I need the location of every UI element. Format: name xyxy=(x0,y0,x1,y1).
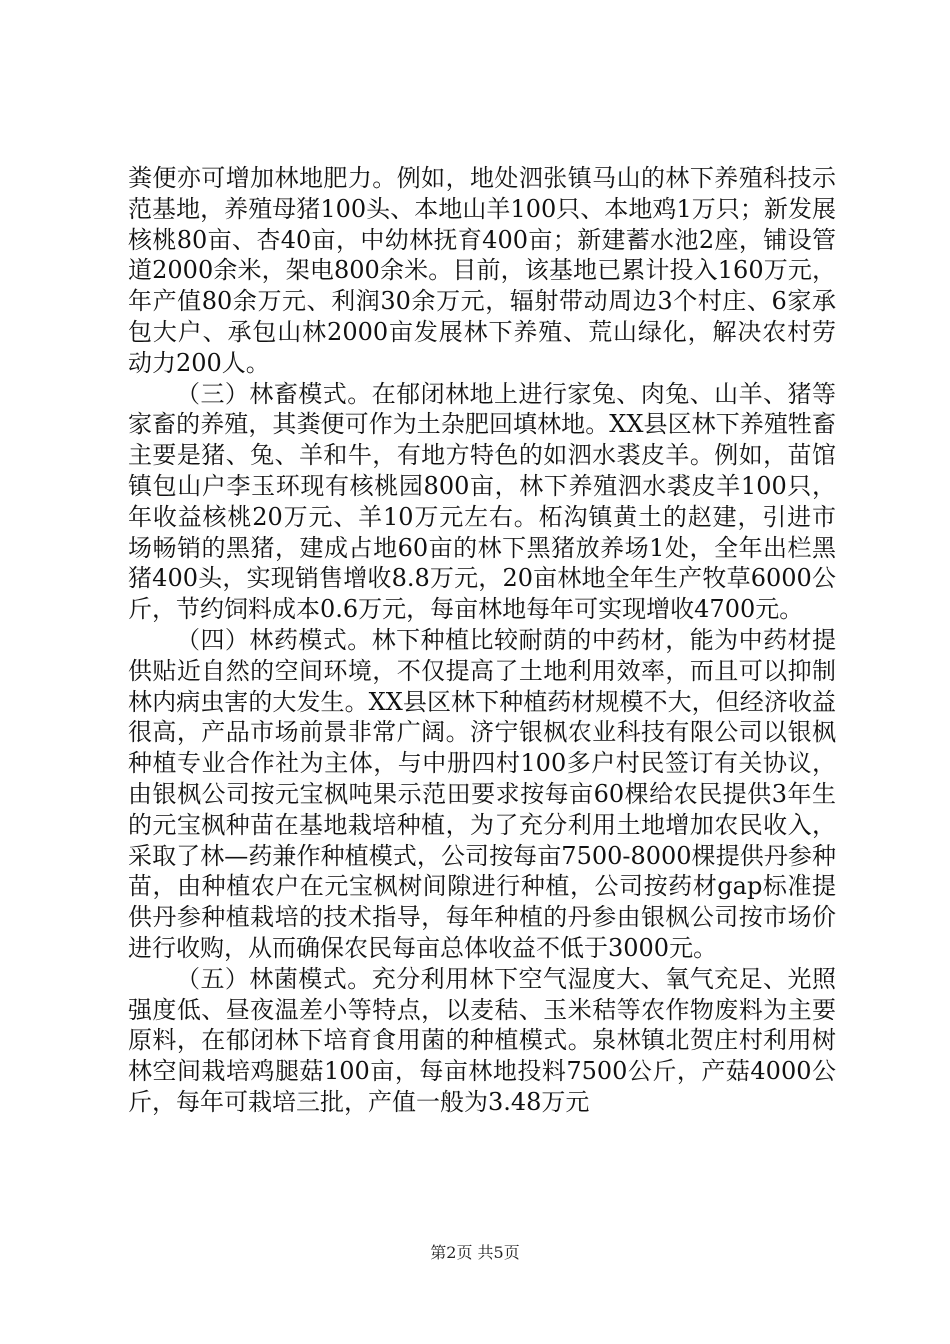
paragraph-medicinal-model: （四）林药模式。林下种植比较耐荫的中药材，能为中药材提供贴近自然的空间环境，不仅提高了土地利用效率，而且可以抑制林内病虫害的大发生。XX县区林下种植药材规模不大，但经济收益很高，产品市场前景非常广阔。济宁银枫农业科技有限公司以银枫种植专业合作社为主体，与中册四村100多户村民签订有关协议，由银枫公司按元宝枫吨果示范田要求按每亩60棵给农民提供3年生的元宝枫种苗在基地栽培种植，为了充分利用土地增加农民收入，采取了林—药兼作种植模式，公司按每亩7500-8000棵提供丹参种苗，由种植农户在元宝枫树间隙进行种植，公司按药材gap标准提供丹参种植栽培的技术指导，每年种植的丹参由银枫公司按市场价进行收购，从而确保农民每亩总体收益不低于3000元。 xyxy=(128,625,836,962)
page-number: 第2页 共5页 xyxy=(430,1243,520,1262)
page-footer xyxy=(0,1243,950,1263)
paragraph-livestock-model: （三）林畜模式。在郁闭林地上进行家兔、肉兔、山羊、猪等家畜的养殖，其粪便可作为土杂肥回填林地。XX县区林下养殖牲畜主要是猪、兔、羊和牛，有地方特色的如泗水裘皮羊。例如，苗馆镇包山户李玉环现有核桃园800亩，林下养殖泗水裘皮羊100只，年收益核桃20万元、羊10万元左右。柘沟镇黄土的赵建，引进市场畅销的黑猪，建成占地60亩的林下黑猪放养场1处，全年出栏黑猪400头，实现销售增收8.8万元，20亩林地全年生产牧草6000公斤，节约饲料成本0.6万元，每亩林地每年可实现增收4700元。 xyxy=(128,379,836,624)
paragraph-continued: 粪便亦可增加林地肥力。例如，地处泗张镇马山的林下养殖科技示范基地，养殖母猪100头、本地山羊100只、本地鸡1万只；新发展核桃80亩、杏40亩，中幼林抚育400亩；新建蓄水池2座，铺设管道2000余米，架电800余米。目前，该基地已累计投入160万元，年产值80余万元、利润30余万元，辐射带动周边3个村庄、6家承包大户、承包山林2000亩发展林下养殖、荒山绿化，解决农村劳动力200人。 xyxy=(128,164,836,377)
document-body xyxy=(128,163,836,1118)
paragraph-fungus-model: （五）林菌模式。充分利用林下空气湿度大、氧气充足、光照强度低、昼夜温差小等特点，以麦秸、玉米秸等农作物废料为主要原料，在郁闭林下培育食用菌的种植模式。泉林镇北贺庄村利用树林空间栽培鸡腿菇100亩，每亩林地投料7500公斤，产菇4000公斤，每年可栽培三批，产值一般为3.48万元 xyxy=(128,964,836,1116)
